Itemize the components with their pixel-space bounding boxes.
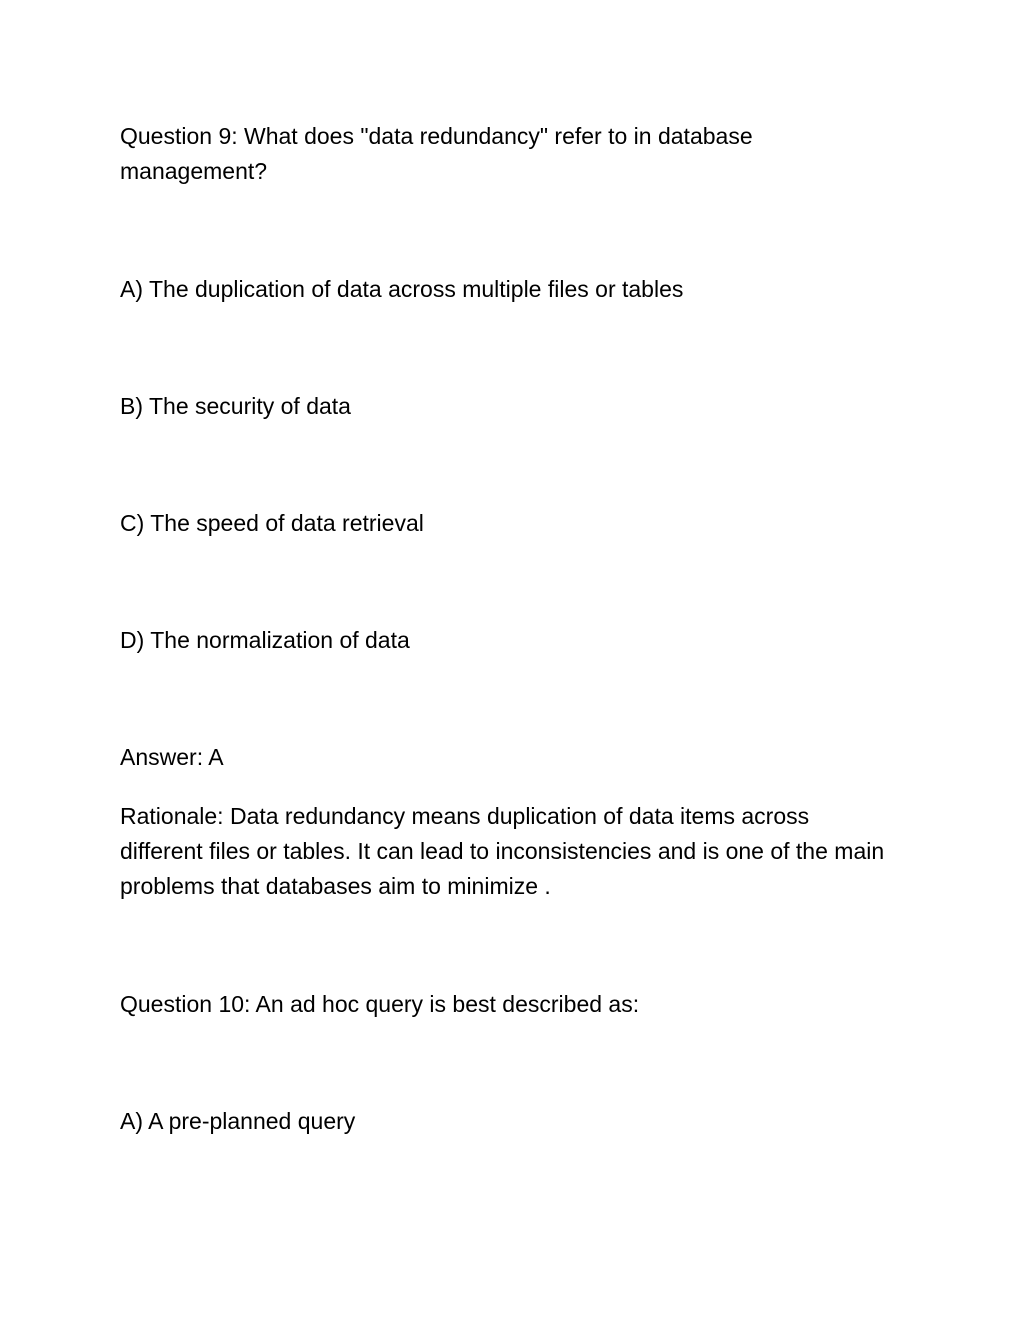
- question-9-option-d: D) The normalization of data: [120, 627, 410, 653]
- question-9-text: Question 9: What does "data redundancy" refer to in database management?: [120, 123, 753, 184]
- question-10-text: Question 10: An ad hoc query is best described as:: [120, 991, 640, 1017]
- question-9-answer: Answer: A: [120, 744, 224, 770]
- question-9-option-b: B) The security of data: [120, 393, 351, 419]
- question-10-option-a: A) A pre-planned query: [120, 1108, 356, 1134]
- question-9-option-a: A) The duplication of data across multiple files or tables: [120, 276, 684, 302]
- question-9-rationale: Rationale: Data redundancy means duplication of data items across different files or tables. It can lead to inconsistencies and is one of the main problems that databases aim to minimize .: [120, 803, 885, 899]
- question-9-option-c: C) The speed of data retrieval: [120, 510, 424, 536]
